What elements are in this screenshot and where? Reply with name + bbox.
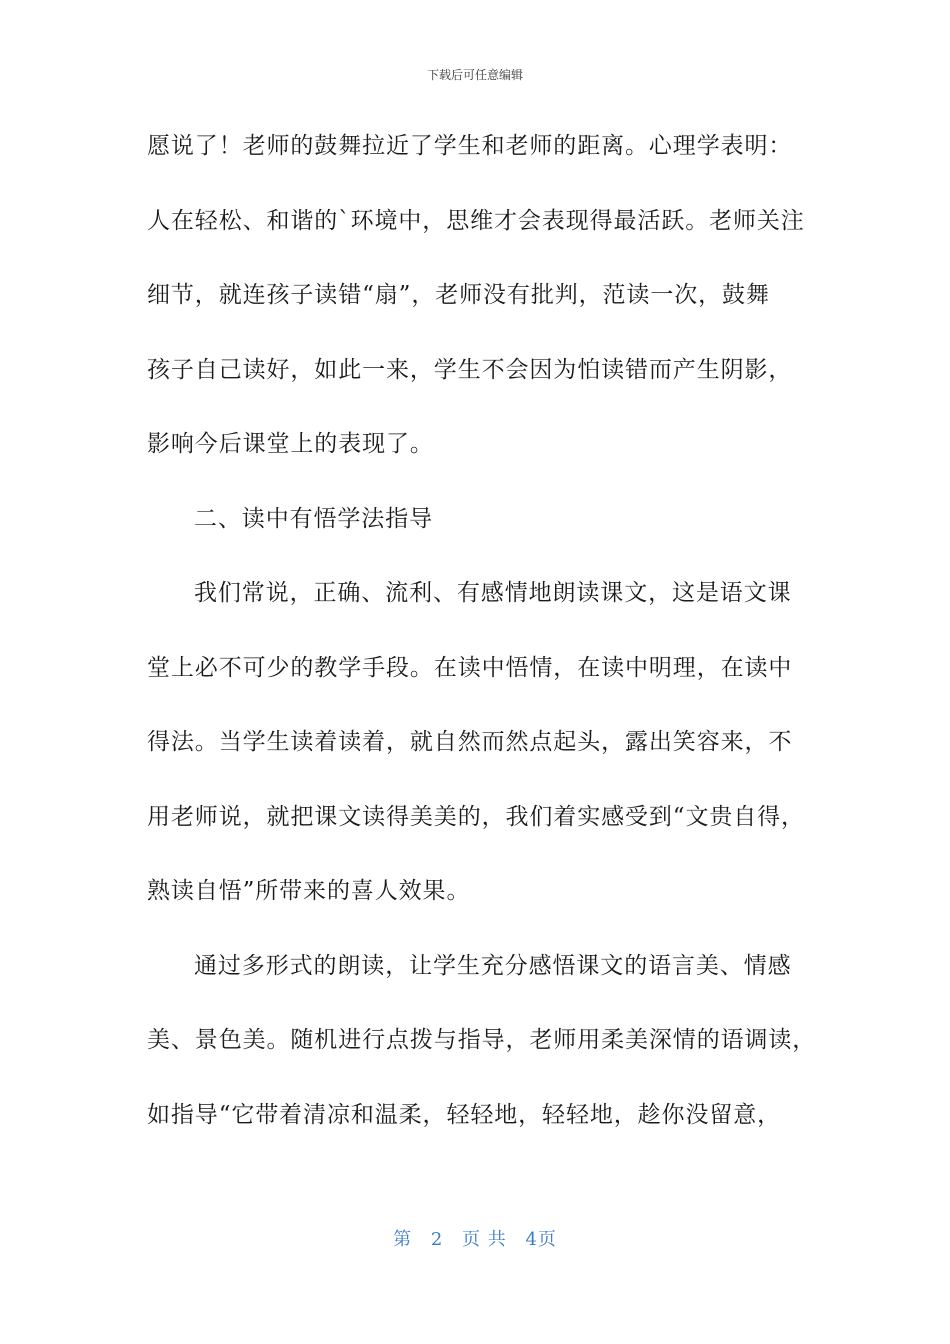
paragraph-start-line: 通过多形式的朗读，让学生充分感悟课文的语言美、情感 (194, 952, 792, 979)
text-line: 堂上必不可少的教学手段。在读中悟情，在读中明理，在读中 (147, 654, 793, 681)
page-of-label: 页 共 (462, 1229, 507, 1250)
text-line: 用老师说，就把课文读得美美的，我们着实感受到“文贵自得， (147, 803, 805, 830)
page-header: 下载后可任意编辑 (426, 68, 523, 82)
page-footer (0, 1225, 950, 1251)
text-line: 人在轻松、和谐的`环境中，思维才会表现得最活跃。老师关注 (147, 207, 805, 234)
current-page-number: 2 (430, 1229, 444, 1250)
text-line: 影响今后课堂上的表现了。 (147, 431, 434, 457)
text-line: 如指导“它带着清凉和温柔，轻轻地，轻轻地，趁你没留意， (147, 1101, 782, 1128)
text-line: 美、景色美。随机进行点拨与指导，老师用柔美深情的语调读， (147, 1027, 817, 1053)
text-line: 熟读自悟”所带来的喜人效果。 (147, 878, 471, 904)
document-body (147, 120, 817, 1163)
text-line: 细节，就连孩子读错“扇”，老师没有批判，范读一次，鼓舞 (147, 282, 770, 308)
text-line: 得法。当学生读着读着，就自然而然点起头，露出笑容来，不 (147, 729, 793, 755)
text-line: 愿说了！老师的鼓舞拉近了学生和老师的距离。心理学表明： (147, 133, 793, 159)
section-heading: 二、读中有悟学法指导 (194, 505, 433, 532)
text-line: 孩子自己读好，如此一来，学生不会因为怕读错而产生阴影， (147, 356, 793, 383)
paragraph-start-line: 我们常说，正确、流利、有感情地朗读课文，这是语文课 (194, 580, 792, 606)
page-label: 第 (393, 1229, 413, 1250)
total-pages: 4页 (525, 1229, 557, 1250)
